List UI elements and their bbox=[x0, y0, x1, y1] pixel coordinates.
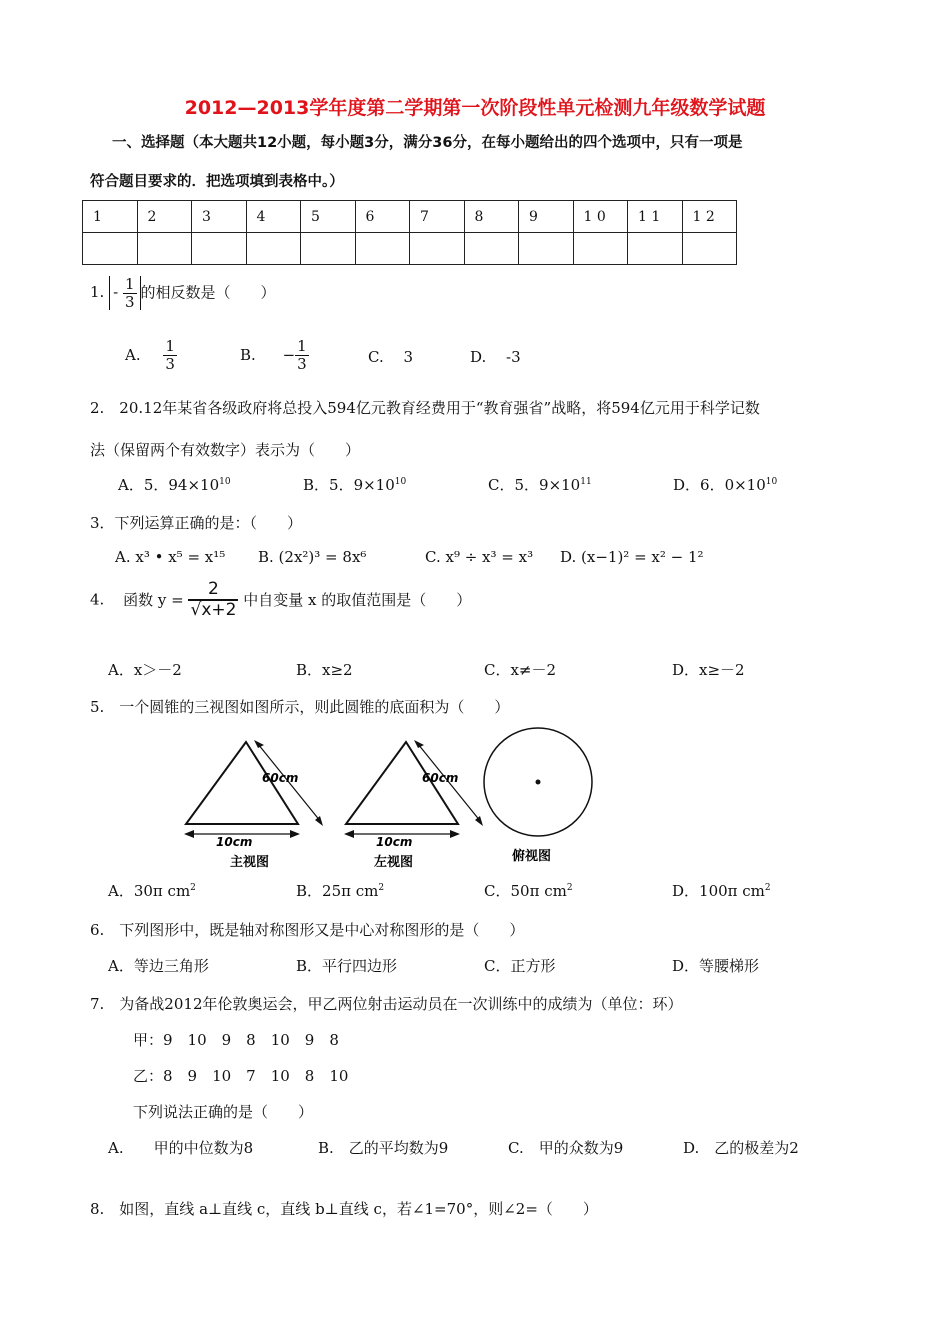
side-view-figure bbox=[338, 738, 488, 873]
question-2-line2: 法（保留两个有效数字）表示为（ ） bbox=[90, 441, 361, 459]
denominator: √x+2 bbox=[190, 599, 237, 620]
question-3-option-a: A. x³ • x⁵ = x¹⁵ bbox=[115, 548, 226, 566]
arrowhead bbox=[315, 816, 323, 826]
question-1-option-b bbox=[240, 338, 309, 372]
question-5-option-c bbox=[484, 880, 573, 901]
question-5-option-d bbox=[672, 880, 771, 901]
answer-cell[interactable] bbox=[628, 233, 683, 265]
question-1-option-a bbox=[125, 338, 177, 372]
option-text: B．25π cm bbox=[296, 882, 379, 900]
option-label: B. bbox=[240, 346, 256, 364]
top-view-caption: 俯视图 bbox=[512, 849, 552, 864]
exponent: 10 bbox=[765, 477, 778, 487]
question-7-scores-jia: 甲：9 10 9 8 10 9 8 bbox=[133, 1031, 339, 1049]
question-1-option-d: D. -3 bbox=[470, 348, 521, 366]
section-instructions-line2: 符合题目要求的．把选项填到表格中。） bbox=[90, 174, 344, 190]
question-5-option-b bbox=[296, 880, 384, 901]
numerator: 1 bbox=[297, 337, 307, 355]
answer-table bbox=[82, 200, 737, 265]
question-4-option-d: D．x≥－2 bbox=[672, 661, 745, 679]
option-text: C．5．9×10 bbox=[488, 476, 581, 494]
top-view-figure bbox=[478, 726, 608, 868]
arrowhead bbox=[414, 740, 424, 748]
question-2-option-d bbox=[673, 474, 777, 495]
question-5-option-a bbox=[108, 880, 196, 901]
question-4-option-a: A．x＞－2 bbox=[108, 661, 182, 679]
question-2-option-b bbox=[303, 474, 406, 495]
numerator: 1 bbox=[165, 337, 175, 355]
question-3-stem: 3．下列运算正确的是：（ ） bbox=[90, 514, 303, 532]
question-7-option-b: B. 乙的平均数为9 bbox=[318, 1139, 449, 1157]
answer-cell[interactable] bbox=[682, 233, 737, 265]
question-1 bbox=[90, 276, 276, 310]
option-text: C．50π cm bbox=[484, 882, 567, 900]
question-4-number: 4. bbox=[90, 590, 105, 609]
exponent: 2 bbox=[764, 883, 771, 893]
question-7-scores-yi: 乙：8 9 10 7 10 8 10 bbox=[133, 1067, 349, 1085]
slant-length-label: 60cm bbox=[422, 771, 459, 785]
answer-cell[interactable] bbox=[301, 233, 356, 265]
question-3-option-d: D. (x−1)² = x² − 1² bbox=[560, 548, 704, 566]
option-text: B．5．9×10 bbox=[303, 476, 395, 494]
radicand: x+2 bbox=[201, 599, 237, 620]
question-7-sub: 下列说法正确的是（ ） bbox=[133, 1103, 314, 1121]
question-8-stem: 8. 如图，直线 a⊥直线 c，直线 b⊥直线 c，若∠1=70°，则∠2=（ ） bbox=[90, 1200, 598, 1218]
denominator: 3 bbox=[124, 292, 135, 311]
exponent: 2 bbox=[378, 883, 385, 893]
answer-number: 6 bbox=[355, 201, 410, 233]
answer-cell[interactable] bbox=[573, 233, 628, 265]
arrowhead bbox=[344, 830, 354, 838]
question-4-option-b: B．x≥2 bbox=[296, 661, 353, 679]
answer-number: 9 bbox=[519, 201, 574, 233]
question-4-option-c: C．x≠－2 bbox=[484, 661, 557, 679]
front-view-figure bbox=[178, 738, 328, 873]
side-view-caption: 左视图 bbox=[374, 855, 414, 870]
option-text: D．100π cm bbox=[672, 882, 765, 900]
minus-sign: - bbox=[113, 283, 119, 301]
question-4-text: 中自变量 x 的取值范围是（ ） bbox=[243, 591, 472, 610]
question-1-number: 1. bbox=[90, 283, 105, 301]
exponent: 10 bbox=[394, 477, 407, 487]
exponent: 11 bbox=[580, 477, 592, 487]
arrowhead bbox=[450, 830, 460, 838]
base-length-label: 10cm bbox=[376, 835, 413, 849]
option-text: D．6．0×10 bbox=[673, 476, 766, 494]
answer-number: 1 2 bbox=[682, 201, 737, 233]
function-label: 函数 y = bbox=[123, 591, 184, 610]
answer-cell[interactable] bbox=[410, 233, 465, 265]
question-3-option-c: C. x⁹ ÷ x³ = x³ bbox=[425, 548, 534, 566]
option-text: A．30π cm bbox=[108, 882, 191, 900]
question-7-option-c: C. 甲的众数为9 bbox=[508, 1139, 624, 1157]
question-2-line1: 2. 20.12年某省各级政府将总投入594亿元教育经费用于“教育强省”战略，将594亿元用于科学记数 bbox=[90, 399, 760, 417]
answer-number: 8 bbox=[464, 201, 519, 233]
question-1-text: 的相反数是（ ） bbox=[140, 283, 276, 302]
answer-cell[interactable] bbox=[246, 233, 301, 265]
minus-sign: − bbox=[282, 346, 296, 364]
question-1-option-c: C. 3 bbox=[368, 348, 414, 366]
answer-cell[interactable] bbox=[355, 233, 410, 265]
arrowhead bbox=[290, 830, 300, 838]
option-text: A．5．94×10 bbox=[118, 476, 220, 494]
denominator: 3 bbox=[297, 354, 307, 373]
question-6-stem: 6. 下列图形中，既是轴对称图形又是中心对称图形的是（ ） bbox=[90, 921, 525, 939]
question-7-option-d: D. 乙的极差为2 bbox=[683, 1139, 799, 1157]
exponent: 2 bbox=[566, 883, 573, 893]
answer-number: 1 bbox=[83, 201, 138, 233]
answer-table-blank-row bbox=[83, 233, 737, 265]
answer-number: 1 0 bbox=[573, 201, 628, 233]
question-2-option-a bbox=[118, 474, 231, 495]
question-6-option-a: A．等边三角形 bbox=[108, 957, 209, 975]
answer-cell[interactable] bbox=[464, 233, 519, 265]
exponent: 2 bbox=[190, 883, 196, 893]
answer-number: 2 bbox=[137, 201, 192, 233]
question-6-option-b: B．平行四边形 bbox=[296, 957, 398, 975]
fraction bbox=[123, 276, 137, 310]
question-7-option-a: A. 甲的中位数为8 bbox=[108, 1139, 254, 1157]
arrowhead bbox=[254, 740, 264, 748]
front-view-caption: 主视图 bbox=[230, 855, 270, 870]
exam-title: 2012—2013学年度第二学期第一次阶段性单元检测九年级数学试题 bbox=[184, 97, 766, 119]
answer-table-header-row bbox=[83, 201, 737, 233]
absolute-value-expression bbox=[109, 276, 140, 310]
fraction bbox=[163, 338, 177, 372]
base-length-label: 10cm bbox=[216, 835, 253, 849]
question-7-stem: 7. 为备战2012年伦敦奥运会，甲乙两位射击运动员在一次训练中的成绩为（单位：环） bbox=[90, 995, 683, 1013]
question-6-option-d: D．等腰梯形 bbox=[672, 957, 760, 975]
fraction bbox=[188, 580, 238, 619]
fraction bbox=[295, 338, 309, 372]
question-5-stem: 5. 一个圆锥的三视图如图所示，则此圆锥的底面积为（ ） bbox=[90, 698, 510, 716]
denominator: 3 bbox=[165, 354, 175, 373]
option-label: A. bbox=[125, 346, 141, 364]
answer-number: 7 bbox=[410, 201, 465, 233]
slant-length-label: 60cm bbox=[262, 771, 299, 785]
arrowhead bbox=[184, 830, 194, 838]
answer-cell[interactable] bbox=[192, 233, 247, 265]
numerator: 2 bbox=[188, 580, 238, 601]
answer-number: 3 bbox=[192, 201, 247, 233]
center-dot bbox=[536, 780, 541, 785]
numerator: 1 bbox=[124, 275, 135, 293]
answer-cell[interactable] bbox=[137, 233, 192, 265]
question-4 bbox=[90, 580, 471, 619]
question-6-option-c: C．正方形 bbox=[484, 957, 556, 975]
question-3-option-b: B. (2x²)³ = 8x⁶ bbox=[258, 548, 367, 566]
exponent: 10 bbox=[219, 477, 231, 487]
answer-number: 5 bbox=[301, 201, 356, 233]
question-2-option-c bbox=[488, 474, 592, 495]
answer-number: 4 bbox=[246, 201, 301, 233]
answer-number: 1 1 bbox=[628, 201, 683, 233]
answer-cell[interactable] bbox=[519, 233, 574, 265]
answer-cell[interactable] bbox=[83, 233, 138, 265]
section-instructions-line1: 一、选择题（本大题共12小题，每小题3分，满分36分，在每小题给出的四个选项中，只有一项是 bbox=[112, 135, 743, 151]
